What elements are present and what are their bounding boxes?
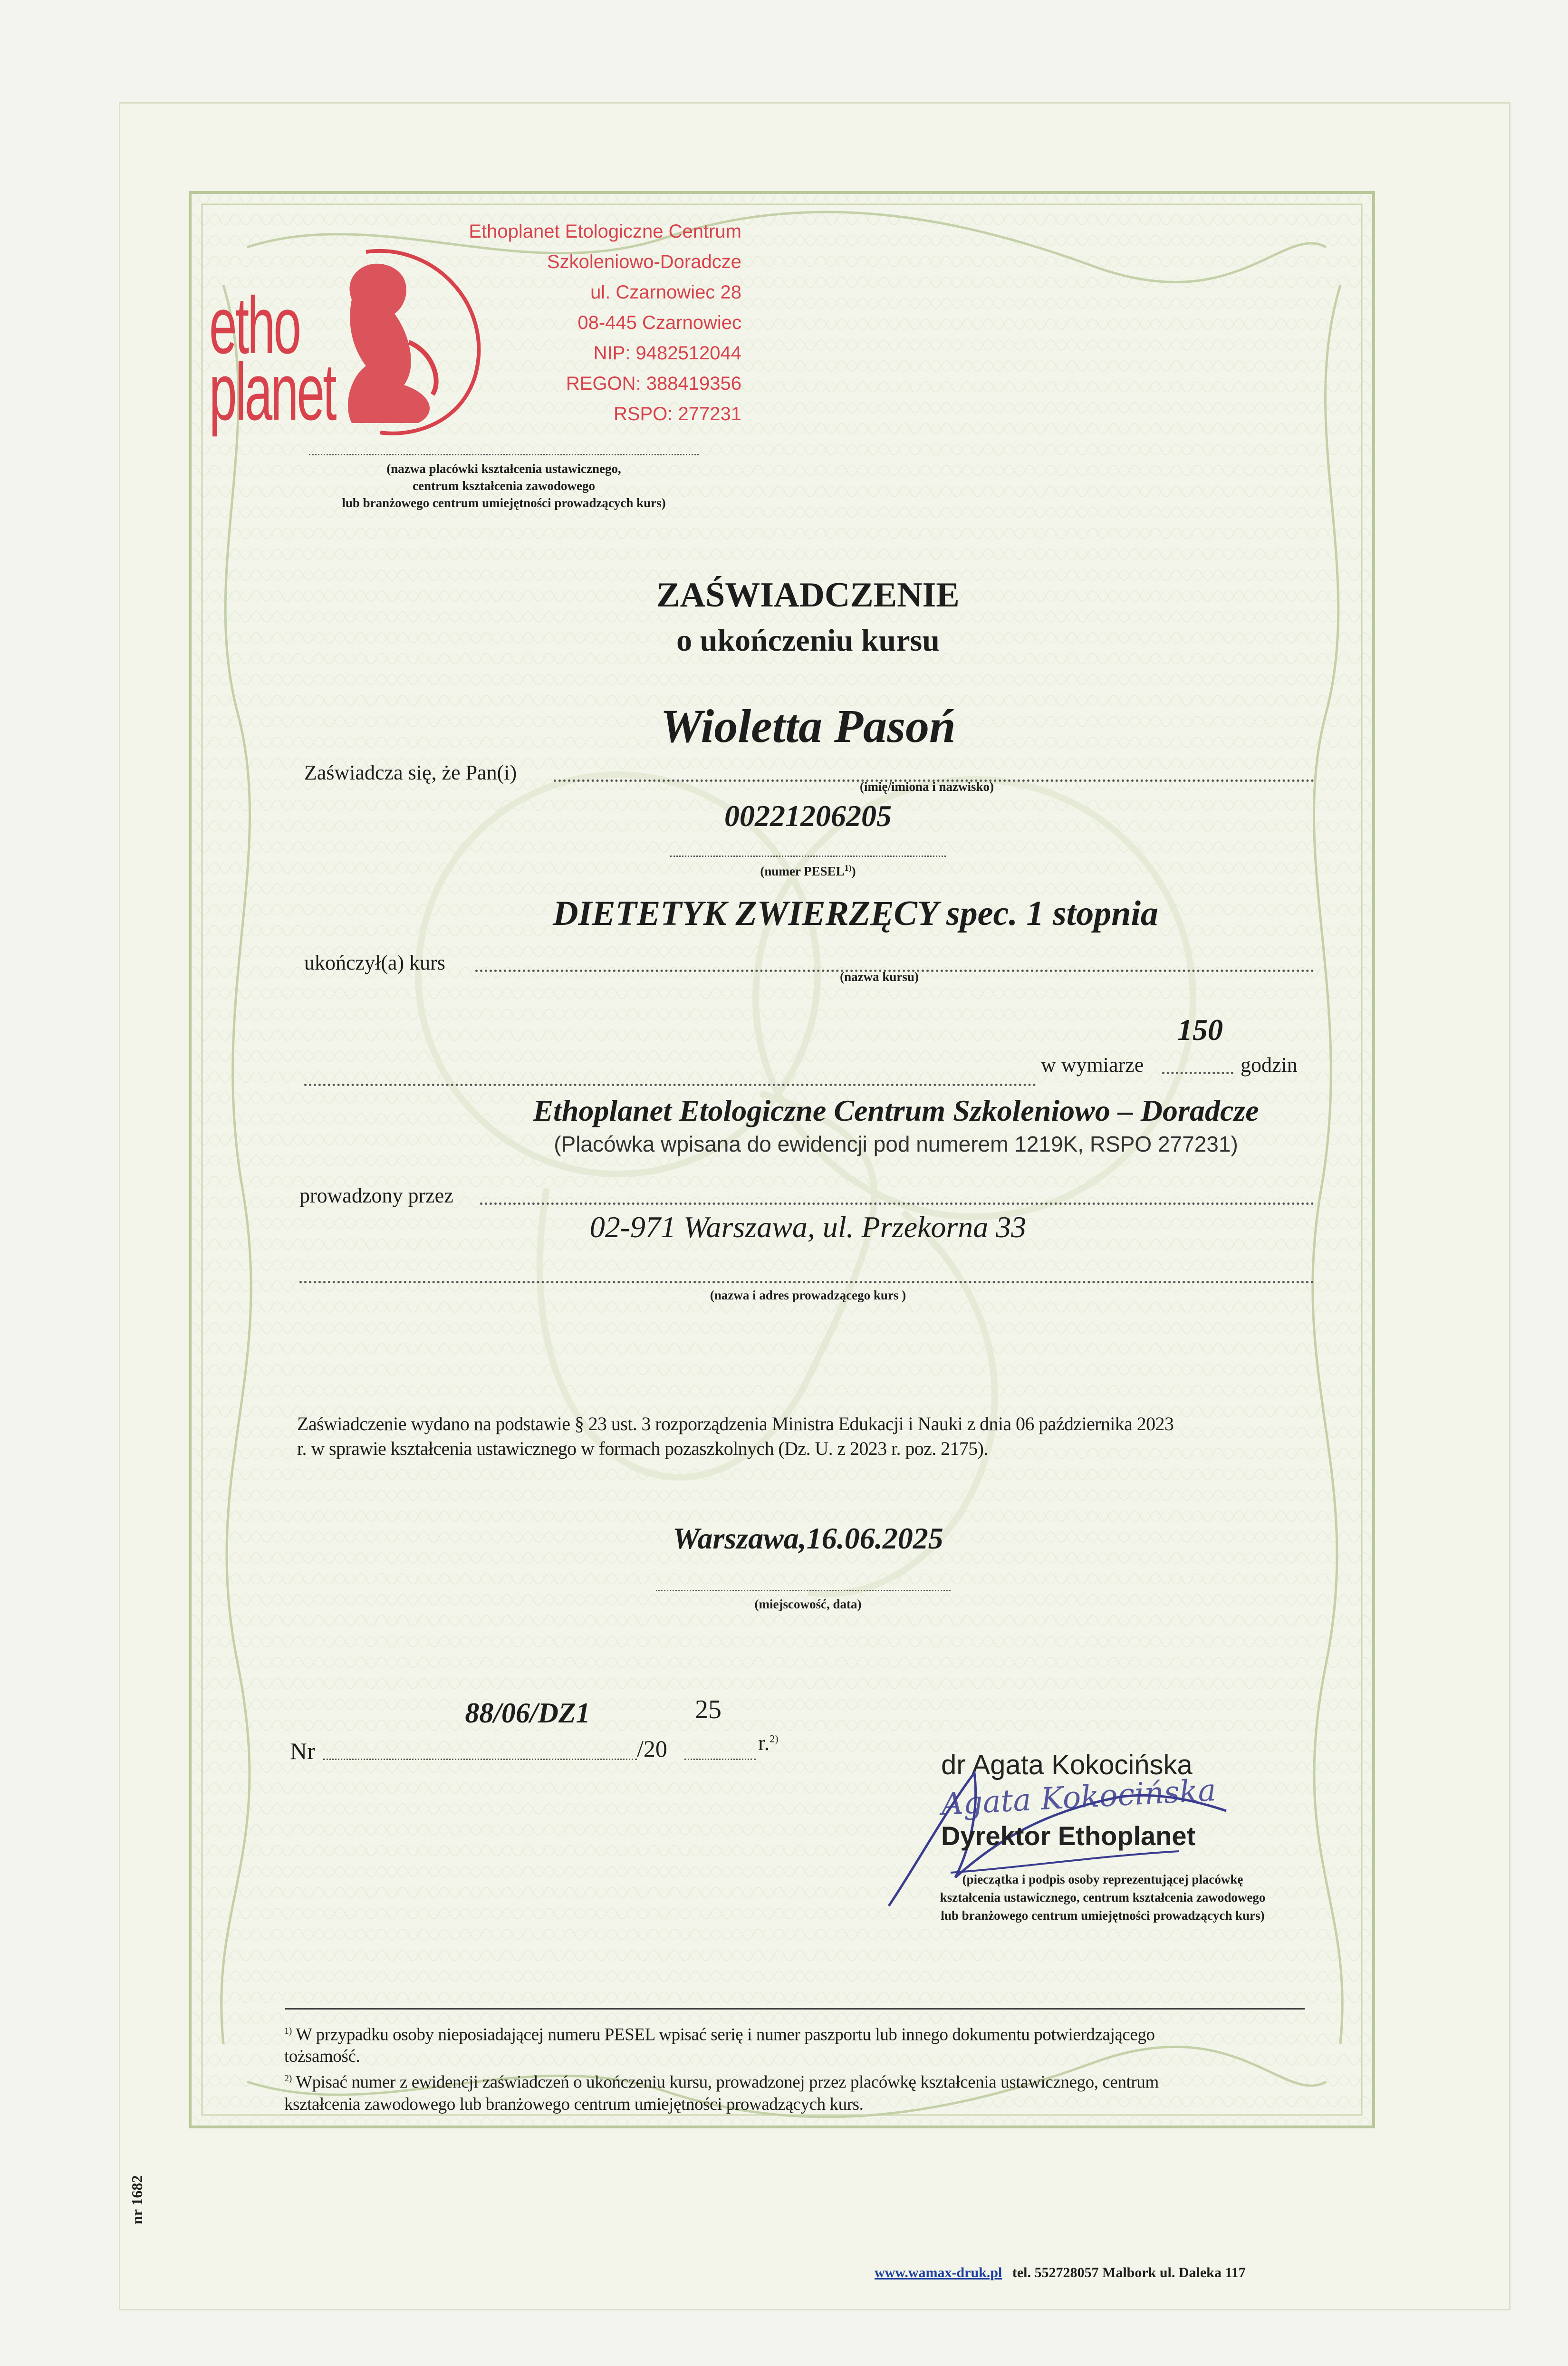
signature-handwritten: Agata Kokocińska [940,1772,1217,1823]
hours-label: w wymiarze [1041,1053,1144,1077]
certificate-year: 25 [695,1695,721,1724]
issuer-name-line-2: Szkoleniowo-Doradcze [547,251,741,272]
course-hours: 150 [1177,1013,1223,1047]
form-number: nr 1682 [128,2175,145,2224]
issuer-address-line-2: 08-445 Czarnowiec [577,312,741,333]
signature-stamp-title: Dyrektor Ethoplanet [941,1821,1196,1851]
place-date-caption: (miejscowość, data) [754,1597,862,1611]
printer-url-link[interactable]: www.wamax-druk.pl [875,2265,1002,2280]
issuer-nip: NIP: 9482512044 [593,343,741,364]
issuer-dotted-line [309,454,699,455]
number-label: Nr [290,1738,315,1764]
issuer-stamp [428,216,741,429]
hours-unit: godzin [1241,1053,1298,1077]
number-dotted-line [323,1759,637,1760]
issuer-address-line-1: ul. Czarnowiec 28 [590,282,741,303]
issuer-name-line-1: Ethoplanet Etologiczne Centrum [469,221,741,242]
hours-dotted-line [1162,1072,1233,1074]
pesel-caption-text: (numer PESEL [760,864,845,878]
legal-basis-line-2: r. w sprawie kształcenia ustawicznego w formach pozaszkolnych (Dz. U. z 2023 r. poz. 2175). [297,1438,988,1459]
pesel-caption [665,863,951,879]
pesel-footnote-ref: 1) [844,863,852,873]
number-suffix-text: r. [758,1731,770,1755]
signature-caption [875,1870,1331,1924]
course-caption: (nazwa kursu) [840,970,919,984]
footnote-1-mark: 1) [284,2026,292,2036]
person-name-caption: (imię/imiona i nazwisko) [860,779,994,794]
signature-caption-line-3: lub branżowego centrum umiejętności prowadzących kurs) [941,1908,1265,1923]
provider-address: 02-971 Warszawa, ul. Przekorna 33 [589,1210,1027,1244]
place-date: Warszawa,16.06.2025 [673,1521,943,1555]
person-name: Wioletta Pasoń [660,700,956,752]
footnote-1 [284,2020,1306,2046]
signature-caption-line-2: kształcenia ustawicznego, centrum kształcenia zawodowego [940,1890,1266,1904]
footnote-1-cont: tożsamość. [284,2047,360,2067]
document-subtitle: o ukończeniu kursu [676,623,940,658]
issuer-caption [285,460,722,511]
course-name: DIETETYK ZWIERZĘCY spec. 1 stopnia [553,894,1158,933]
provider-dotted-line [480,1202,1314,1205]
issuer-regon: REGON: 388419356 [566,373,741,394]
footnote-2-text: Wpisać numer z ewidencji zaświadczeń o ukończeniu kursu, prowadzonej przez placówkę kształcenia ustawicznego, centrum [296,2072,1159,2092]
provider-caption: (nazwa i adres prowadzącego kurs ) [710,1288,906,1302]
legal-basis-line-1: Zaświadczenie wydano na podstawie § 23 ust. 3 rozporządzenia Ministra Edukacji i Nauki z dnia 06 października 2023 [297,1413,1174,1434]
signature-stamp-name: dr Agata Kokocińska [941,1750,1193,1780]
course-label: ukończył(a) kurs [304,951,445,974]
pesel-dotted-line [670,856,946,857]
provider-address-dotted-line [299,1281,1314,1283]
logo-word-planet: planet [209,347,335,437]
year-prefix: /20 [637,1735,667,1762]
year-dotted-line [684,1759,756,1760]
provider-label: prowadzony przez [299,1184,453,1207]
legal-basis [297,1412,1324,1461]
footnotes [284,2020,1306,2116]
footnote-2-mark: 2) [284,2073,292,2084]
person-label: Zaświadcza się, że Pan(i) [304,761,517,784]
printer-contact: tel. 552728057 Malbork ul. Daleka 117 [1012,2265,1246,2280]
person-pesel: 00221206205 [724,799,892,833]
certificate-number: 88/06/DZ1 [465,1697,590,1729]
footnote-divider [285,2008,1305,2010]
number-suffix [758,1730,779,1755]
issuer-caption-line-2: centrum kształcenia zawodowego [413,479,595,493]
hours-prefix-dotted-line [304,1084,1036,1086]
number-footnote-ref: 2) [770,1732,779,1745]
issuer-caption-line-3: lub branżowego centrum umiejętności prowadzących kurs) [342,496,666,510]
footnote-2 [284,2068,1306,2093]
provider-registry: (Placówka wpisana do ewidencji pod numerem 1219K, RSPO 277231) [554,1132,1238,1156]
place-date-dotted-line [656,1590,951,1591]
signature-caption-line-1: (pieczątka i podpis osoby reprezentującej placówkę [962,1872,1243,1886]
document-title: ZAŚWIADCZENIE [656,576,960,615]
pesel-caption-close: ) [851,864,856,878]
logo-word-etho: etho [209,280,300,371]
issuer-rspo: RSPO: 277231 [613,404,741,424]
footnote-2-cont: kształcenia zawodowego lub branżowego centrum umiejętności prowadzących kurs. [284,2094,864,2114]
footnote-1-text: W przypadku osoby nieposiadającej numeru PESEL wpisać serię i numer paszportu lub innego dokumentu potwierdzającego [296,2025,1155,2045]
provider-name: Ethoplanet Etologiczne Centrum Szkoleniowo – Doradcze [533,1094,1259,1127]
printer-info [875,2265,1246,2281]
issuer-caption-line-1: (nazwa placówki kształcenia ustawicznego, [386,462,621,476]
